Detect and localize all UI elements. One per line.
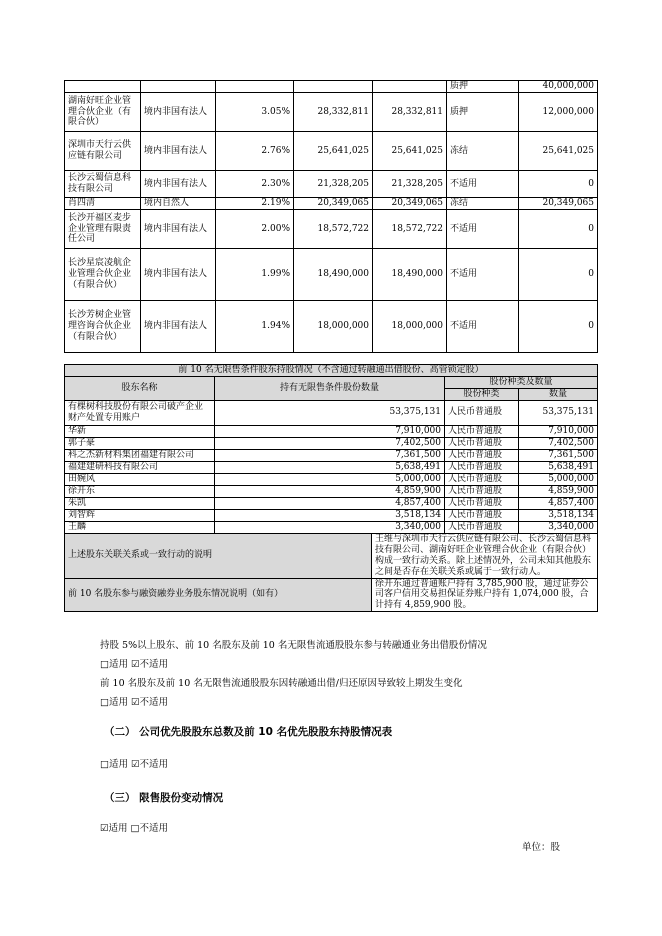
- shareholder-nature: 境内自然人: [141, 198, 216, 210]
- top-shareholders-table: [64, 80, 598, 353]
- restricted-shares: 18,000,000: [373, 301, 447, 353]
- share-kind: 人民币普通股: [445, 509, 519, 521]
- section-2-title: （二） 公司优先股股东总数及前 10 名优先股股东持股情况表: [104, 726, 393, 738]
- table-row: [65, 132, 598, 171]
- holding-percentage: 2.19%: [216, 198, 294, 210]
- share-number: 53,375,131: [519, 400, 598, 425]
- lending-title: 持股 5%以上股东、前 10 名股东及前 10 名无限售流通股股东参与转融通业务出借股份情况: [100, 640, 487, 651]
- share-number: 4,859,900: [519, 485, 598, 497]
- relation-label: 上述股东关联关系或一致行动的说明: [65, 533, 372, 578]
- unrestricted-qty: 4,857,400: [215, 497, 445, 509]
- table-title: 前 10 名无限售条件股东持股情况（不含通过转融通出借股份、高管锁定股）: [65, 365, 598, 377]
- shares-held: 18,000,000: [294, 301, 373, 353]
- holder-name: 朱凯: [65, 497, 215, 509]
- share-kind: 人民币普通股: [445, 497, 519, 509]
- share-number: 5,000,000: [519, 473, 598, 485]
- table-row: [65, 485, 598, 497]
- shares-held: [294, 81, 373, 93]
- unrestricted-qty: 5,638,491: [215, 461, 445, 473]
- pledge-status: 不适用: [447, 210, 519, 249]
- share-kind: 人民币普通股: [445, 461, 519, 473]
- shareholder-nature: 境内非国有法人: [141, 132, 216, 171]
- table-row: [65, 521, 598, 533]
- pledge-status: 质押: [447, 81, 519, 93]
- share-kind: 人民币普通股: [445, 449, 519, 461]
- table-row: [65, 171, 598, 198]
- shareholder-nature: [141, 81, 216, 93]
- share-kind: 人民币普通股: [445, 485, 519, 497]
- shareholder-name: 长沙芳树企业管理咨询合伙企业（有限合伙）: [65, 301, 141, 353]
- share-number: 5,638,491: [519, 461, 598, 473]
- share-number: 3,340,000: [519, 521, 598, 533]
- holding-percentage: 3.05%: [216, 93, 294, 132]
- table-row: [65, 93, 598, 132]
- share-kind: 人民币普通股: [445, 437, 519, 449]
- unrestricted-shareholders-table: [64, 364, 598, 612]
- shareholder-name: 长沙云蜀信息科技有限公司: [65, 171, 141, 198]
- table-row: [65, 249, 598, 301]
- holder-name: 科之杰新材料集团福建有限公司: [65, 449, 215, 461]
- pledge-quantity: 40,000,000: [519, 81, 598, 93]
- shareholder-nature: 境内非国有法人: [141, 171, 216, 198]
- holder-name: 有棵树科技股份有限公司破产企业财产处置专用账户: [65, 400, 215, 425]
- table-row: [65, 81, 598, 93]
- unrestricted-qty: 3,340,000: [215, 521, 445, 533]
- shareholder-name: 长沙星宸凌航企业管理合伙企业（有限合伙）: [65, 249, 141, 301]
- shares-held: 20,349,065: [294, 198, 373, 210]
- relation-text: 王维与深圳市天行云供应链有限公司、长沙云蜀信息科技有限公司、湖南好旺企业管理合伙企业（有限合伙）构成一致行动关系。除上述情况外，公司未知其他股东之间是否存在关联关系或属于一致行动人。: [372, 533, 598, 578]
- change-title: 前 10 名股东及前 10 名无限售流通股股东因转融通出借/归还原因导致较上期发生变化: [100, 678, 463, 689]
- unit-label: 单位：股: [521, 842, 560, 853]
- shares-held: 21,328,205: [294, 171, 373, 198]
- restricted-shares: 25,641,025: [373, 132, 447, 171]
- margin-label: 前 10 名股东参与融资融券业务股东情况说明（如有）: [65, 578, 372, 612]
- share-number: 7,910,000: [519, 425, 598, 437]
- table-row: [65, 437, 598, 449]
- restricted-shares: 28,332,811: [373, 93, 447, 132]
- col-header-num: 数量: [519, 388, 598, 400]
- share-kind: 人民币普通股: [445, 473, 519, 485]
- relation-row: [65, 533, 598, 578]
- holder-name: 徐开东: [65, 485, 215, 497]
- table-row: [65, 400, 598, 425]
- table-row: [65, 198, 598, 210]
- table-row: [65, 425, 598, 437]
- shares-held: 25,641,025: [294, 132, 373, 171]
- share-kind: 人民币普通股: [445, 400, 519, 425]
- holder-name: 王麟: [65, 521, 215, 533]
- shareholder-name: [65, 81, 141, 93]
- shares-held: 18,490,000: [294, 249, 373, 301]
- shareholder-name: 湖南好旺企业管理合伙企业（有限合伙）: [65, 93, 141, 132]
- pledge-status: 冻结: [447, 132, 519, 171]
- shareholder-nature: 境内非国有法人: [141, 93, 216, 132]
- section-3-title: （三） 限售股份变动情况: [104, 792, 224, 804]
- shareholder-nature: 境内非国有法人: [141, 301, 216, 353]
- unrestricted-qty: 53,375,131: [215, 400, 445, 425]
- table-row: [65, 461, 598, 473]
- unrestricted-qty: 3,518,134: [215, 509, 445, 521]
- restricted-shares: 21,328,205: [373, 171, 447, 198]
- unrestricted-qty: 7,361,500: [215, 449, 445, 461]
- margin-row: [65, 578, 598, 612]
- change-check: □适用 ☑不适用: [100, 697, 169, 708]
- margin-text: 徐开东通过普通账户持有 3,785,900 股，通过证券公司客户信用交易担保证券账户持有 1,074,000 股，合计持有 4,859,900 股。: [372, 578, 598, 612]
- pledge-status: 冻结: [447, 198, 519, 210]
- shareholder-name: 深圳市天行云供应链有限公司: [65, 132, 141, 171]
- pledge-quantity: 0: [519, 210, 598, 249]
- col-header-kind-group: 股份种类及数量: [445, 376, 598, 388]
- restricted-shares: 18,490,000: [373, 249, 447, 301]
- table-row: [65, 473, 598, 485]
- pledge-status: 不适用: [447, 171, 519, 198]
- shares-held: 28,332,811: [294, 93, 373, 132]
- shareholder-nature: 境内非国有法人: [141, 249, 216, 301]
- pledge-quantity: 25,641,025: [519, 132, 598, 171]
- pledge-quantity: 0: [519, 249, 598, 301]
- restricted-shares: [373, 81, 447, 93]
- unrestricted-qty: 7,910,000: [215, 425, 445, 437]
- holding-percentage: [216, 81, 294, 93]
- shares-held: 18,572,722: [294, 210, 373, 249]
- pledge-status: 质押: [447, 93, 519, 132]
- table-row: [65, 509, 598, 521]
- share-number: 3,518,134: [519, 509, 598, 521]
- unrestricted-qty: 5,000,000: [215, 473, 445, 485]
- unrestricted-qty: 7,402,500: [215, 437, 445, 449]
- holder-name: 刘智辉: [65, 509, 215, 521]
- table-row: [65, 301, 598, 353]
- share-number: 7,402,500: [519, 437, 598, 449]
- col-header-qty: 持有无限售条件股份数量: [215, 376, 445, 400]
- section-2-check: □适用 ☑不适用: [100, 759, 169, 770]
- holding-percentage: 2.76%: [216, 132, 294, 171]
- shareholder-name: 肖四清: [65, 198, 141, 210]
- holding-percentage: 2.00%: [216, 210, 294, 249]
- table-row: [65, 497, 598, 509]
- lending-check: □适用 ☑不适用: [100, 659, 169, 670]
- pledge-quantity: 0: [519, 171, 598, 198]
- holding-percentage: 1.94%: [216, 301, 294, 353]
- section-3-check: ☑适用 □不适用: [100, 823, 169, 834]
- col-header-kind: 股份种类: [445, 388, 519, 400]
- share-number: 4,857,400: [519, 497, 598, 509]
- pledge-status: 不适用: [447, 301, 519, 353]
- restricted-shares: 20,349,065: [373, 198, 447, 210]
- holder-name: 华新: [65, 425, 215, 437]
- pledge-quantity: 12,000,000: [519, 93, 598, 132]
- holder-name: 田婉风: [65, 473, 215, 485]
- unrestricted-qty: 4,859,900: [215, 485, 445, 497]
- shareholder-name: 长沙开福区麦步企业管理有限责任公司: [65, 210, 141, 249]
- share-kind: 人民币普通股: [445, 521, 519, 533]
- table-row: [65, 449, 598, 461]
- holding-percentage: 2.30%: [216, 171, 294, 198]
- share-number: 7,361,500: [519, 449, 598, 461]
- share-kind: 人民币普通股: [445, 425, 519, 437]
- table-row: [65, 210, 598, 249]
- col-header-name: 股东名称: [65, 376, 215, 400]
- shareholder-nature: 境内非国有法人: [141, 210, 216, 249]
- pledge-status: 不适用: [447, 249, 519, 301]
- holder-name: 福建建研科技有限公司: [65, 461, 215, 473]
- pledge-quantity: 0: [519, 301, 598, 353]
- restricted-shares: 18,572,722: [373, 210, 447, 249]
- holder-name: 郭子豪: [65, 437, 215, 449]
- pledge-quantity: 20,349,065: [519, 198, 598, 210]
- holding-percentage: 1.99%: [216, 249, 294, 301]
